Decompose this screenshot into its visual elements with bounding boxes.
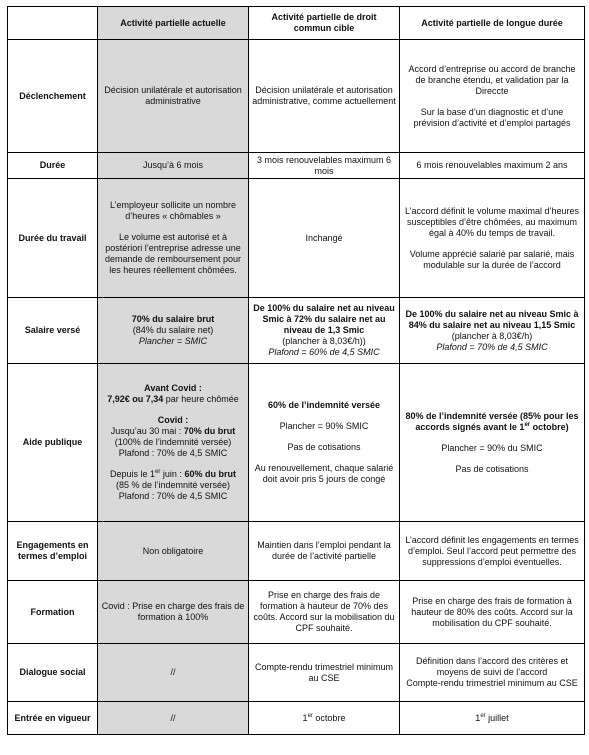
text-salaire-actuelle-c: Plancher = SMIC: [138, 336, 208, 346]
text-salaire-longue-b: (plancher à 8,03€/h): [451, 330, 533, 341]
text-aide-cible-a: 60% de l’indemnité versée: [267, 400, 381, 410]
text-declenchement-longue-b: Sur la base d’un diagnostic et d’une prévision d’activité et d’emploi partagés: [413, 106, 571, 128]
cell-aide-longue: [400, 364, 585, 522]
text-entree-cible-num: 1: [302, 712, 308, 723]
text-aide-actuelle-b-sup: er: [155, 469, 161, 475]
cell-aide-actuelle: [98, 364, 249, 522]
text-salaire-cible-a: De 100% du salaire net au niveau Smic à 72% du salaire net au niveau de 1,3 Smic: [253, 303, 395, 335]
text-salaire-cible-c: Plafond = 60% de 4,5 SMIC: [268, 347, 380, 357]
cell-salaire-actuelle: [98, 298, 249, 364]
cell-dialogue-actuelle: //: [98, 644, 249, 702]
cell-dialogue-cible: Compte-rendu trimestriel minimum au CSE: [249, 644, 400, 702]
row-duree-travail: [8, 179, 585, 298]
text-aide-actuelle-covid: Covid :: [157, 415, 189, 425]
cell-salaire-cible: [249, 298, 400, 364]
label-declenchement: Déclenchement: [8, 40, 98, 153]
text-aide-actuelle-rate: 7,92€ ou 7,34: [107, 394, 164, 404]
header-longue-duree: Activité partielle de longue durée: [400, 7, 585, 40]
text-aide-actuelle-b-mid: juin :: [162, 469, 182, 479]
label-aide: Aide publique: [8, 364, 98, 522]
text-aide-longue-a-pre: 80% de l’indemnité versée (85% pour les accords signés avant le 1: [405, 410, 579, 432]
cell-formation-longue: Prise en charge des frais de formation à hauteur de 80% des coûts. Accord sur la mobilisation du CPF souhaité.: [400, 581, 585, 644]
text-salaire-longue-a: De 100% du salaire net au niveau Smic à 84% du salaire net au niveau 1,15 Smic: [405, 308, 579, 330]
cell-declenchement-cible: Décision unilatérale et autorisation administrative, comme actuellement: [249, 40, 400, 153]
text-aide-actuelle-a2: (100% de l’indemnité versée): [114, 437, 232, 447]
cell-duree-cible: 3 mois renouvelables maximum 6 mois: [249, 153, 400, 179]
cell-declenchement-actuelle: Décision unilatérale et autorisation administrative: [98, 40, 249, 153]
label-engagements: Engagements en termes d’emploi: [8, 522, 98, 581]
text-aide-actuelle-rate-suffix: par heure chômée: [165, 394, 239, 404]
text-duree-travail-actuelle-a: L’employeur sollicite un nombre d’heures « chômables »: [109, 200, 237, 221]
text-aide-actuelle-title: Avant Covid :: [144, 383, 202, 393]
label-dialogue: Dialogue social: [8, 644, 98, 702]
cell-duree-actuelle: Jusqu’à 6 mois: [98, 153, 249, 179]
text-aide-longue-a-sup: er: [524, 421, 531, 428]
header-row: [8, 7, 585, 40]
text-aide-longue-a-post: octobre): [532, 421, 569, 432]
text-aide-cible-b: Plancher = 90% SMIC: [279, 421, 369, 431]
cell-engagements-longue: L’accord définit les engagements en termes d’emploi. Seul l’accord peut permettre des suppressions d’emploi éventuelles.: [400, 522, 585, 581]
cell-aide-cible: [249, 364, 400, 522]
cell-duree-travail-longue: [400, 179, 585, 298]
text-aide-longue-b: Plancher = 90% du SMIC: [441, 442, 543, 453]
cell-duree-travail-actuelle: [98, 179, 249, 298]
cell-entree-actuelle: //: [98, 702, 249, 735]
text-entree-longue-rest: juillet: [488, 712, 509, 723]
label-duree: Durée: [8, 153, 98, 179]
text-salaire-cible-b: (plancher à 8,03€/h)): [282, 336, 366, 346]
text-salaire-actuelle-b: (84% du salaire net): [132, 325, 214, 335]
text-salaire-longue-c: Plafond = 70% de 4,5 SMIC: [436, 341, 548, 352]
text-salaire-actuelle-a: 70% du salaire brut: [131, 314, 215, 324]
row-duree: [8, 153, 585, 179]
row-entree: [8, 702, 585, 735]
text-aide-actuelle-b-bold: 60% du brut: [184, 469, 236, 479]
cell-entree-cible: [249, 702, 400, 735]
text-aide-actuelle-a-pre: Jusqu’au 30 mai :: [110, 426, 182, 436]
row-engagements: [8, 522, 585, 581]
text-aide-longue-c: Pas de cotisations: [455, 463, 529, 474]
comparison-table: [7, 6, 585, 735]
text-aide-actuelle-b-pre: Depuis le 1: [110, 469, 156, 479]
cell-formation-actuelle: Covid : Prise en charge des frais de formation à 100%: [98, 581, 249, 644]
text-dialogue-longue-a: Définition dans l’accord des critères et moyens de suivi de l’accord: [415, 656, 569, 677]
text-aide-cible-d: Au renouvellement, chaque salarié doit avoir pris 5 jours de congé: [254, 463, 394, 484]
row-declenchement: [8, 40, 585, 153]
text-dialogue-longue-b: Compte-rendu trimestriel minimum au CSE: [406, 678, 578, 688]
text-entree-longue-num: 1: [475, 712, 481, 723]
cell-entree-longue: [400, 702, 585, 735]
text-entree-cible-rest: octobre: [315, 712, 346, 723]
text-entree-longue-sup: er: [480, 712, 486, 719]
row-salaire: [8, 298, 585, 364]
cell-engagements-actuelle: Non obligatoire: [98, 522, 249, 581]
label-duree-travail: Durée du travail: [8, 179, 98, 298]
row-formation: [8, 581, 585, 644]
label-entree: Entrée en vigueur: [8, 702, 98, 735]
cell-engagements-cible: Maintien dans l’emploi pendant la durée de l’activité partielle: [249, 522, 400, 581]
header-empty: [8, 7, 98, 40]
cell-declenchement-longue: [400, 40, 585, 153]
text-aide-actuelle-a-bold: 70% du brut: [183, 426, 236, 436]
text-declenchement-longue-a: Accord d’entreprise ou accord de branche de branche étendu, et validation par la Direccte: [408, 63, 576, 96]
row-aide: [8, 364, 585, 522]
header-activite-actuelle: Activité partielle actuelle: [98, 7, 249, 40]
text-aide-actuelle-b2: (85 % de l’indemnité versée): [115, 480, 231, 490]
label-formation: Formation: [8, 581, 98, 644]
cell-duree-travail-cible: Inchangé: [249, 179, 400, 298]
text-aide-cible-c: Pas de cotisations: [287, 442, 361, 452]
cell-dialogue-longue: [400, 644, 585, 702]
cell-formation-cible: Prise en charge des frais de formation à hauteur de 70% des coûts. Accord sur la mobilisation du CPF souhaité.: [249, 581, 400, 644]
row-dialogue: [8, 644, 585, 702]
text-aide-actuelle-b3: Plafond : 70% de 4,5 SMIC: [118, 491, 228, 501]
text-duree-travail-longue-b: Volume apprécié salarié par salarié, mais modulable sur la durée de l’accord: [409, 248, 575, 270]
text-aide-actuelle-a3: Plafond : 70% de 4,5 SMIC: [118, 448, 228, 458]
cell-duree-longue: 6 mois renouvelables maximum 2 ans: [400, 153, 585, 179]
text-duree-travail-longue-a: L’accord définit le volume maximal d’heures susceptibles d’être chômées, au maximum égal à 40% du temps de travail.: [404, 205, 580, 238]
header-droit-commun: Activité partielle de droit commun cible: [249, 7, 400, 40]
text-entree-cible-sup: er: [307, 712, 313, 719]
cell-salaire-longue: [400, 298, 585, 364]
text-duree-travail-actuelle-b: Le volume est autorisé et à postériori l’entreprise adresse une demande de remboursement pour les heures réellement chômées.: [104, 232, 242, 275]
label-salaire: Salaire versé: [8, 298, 98, 364]
